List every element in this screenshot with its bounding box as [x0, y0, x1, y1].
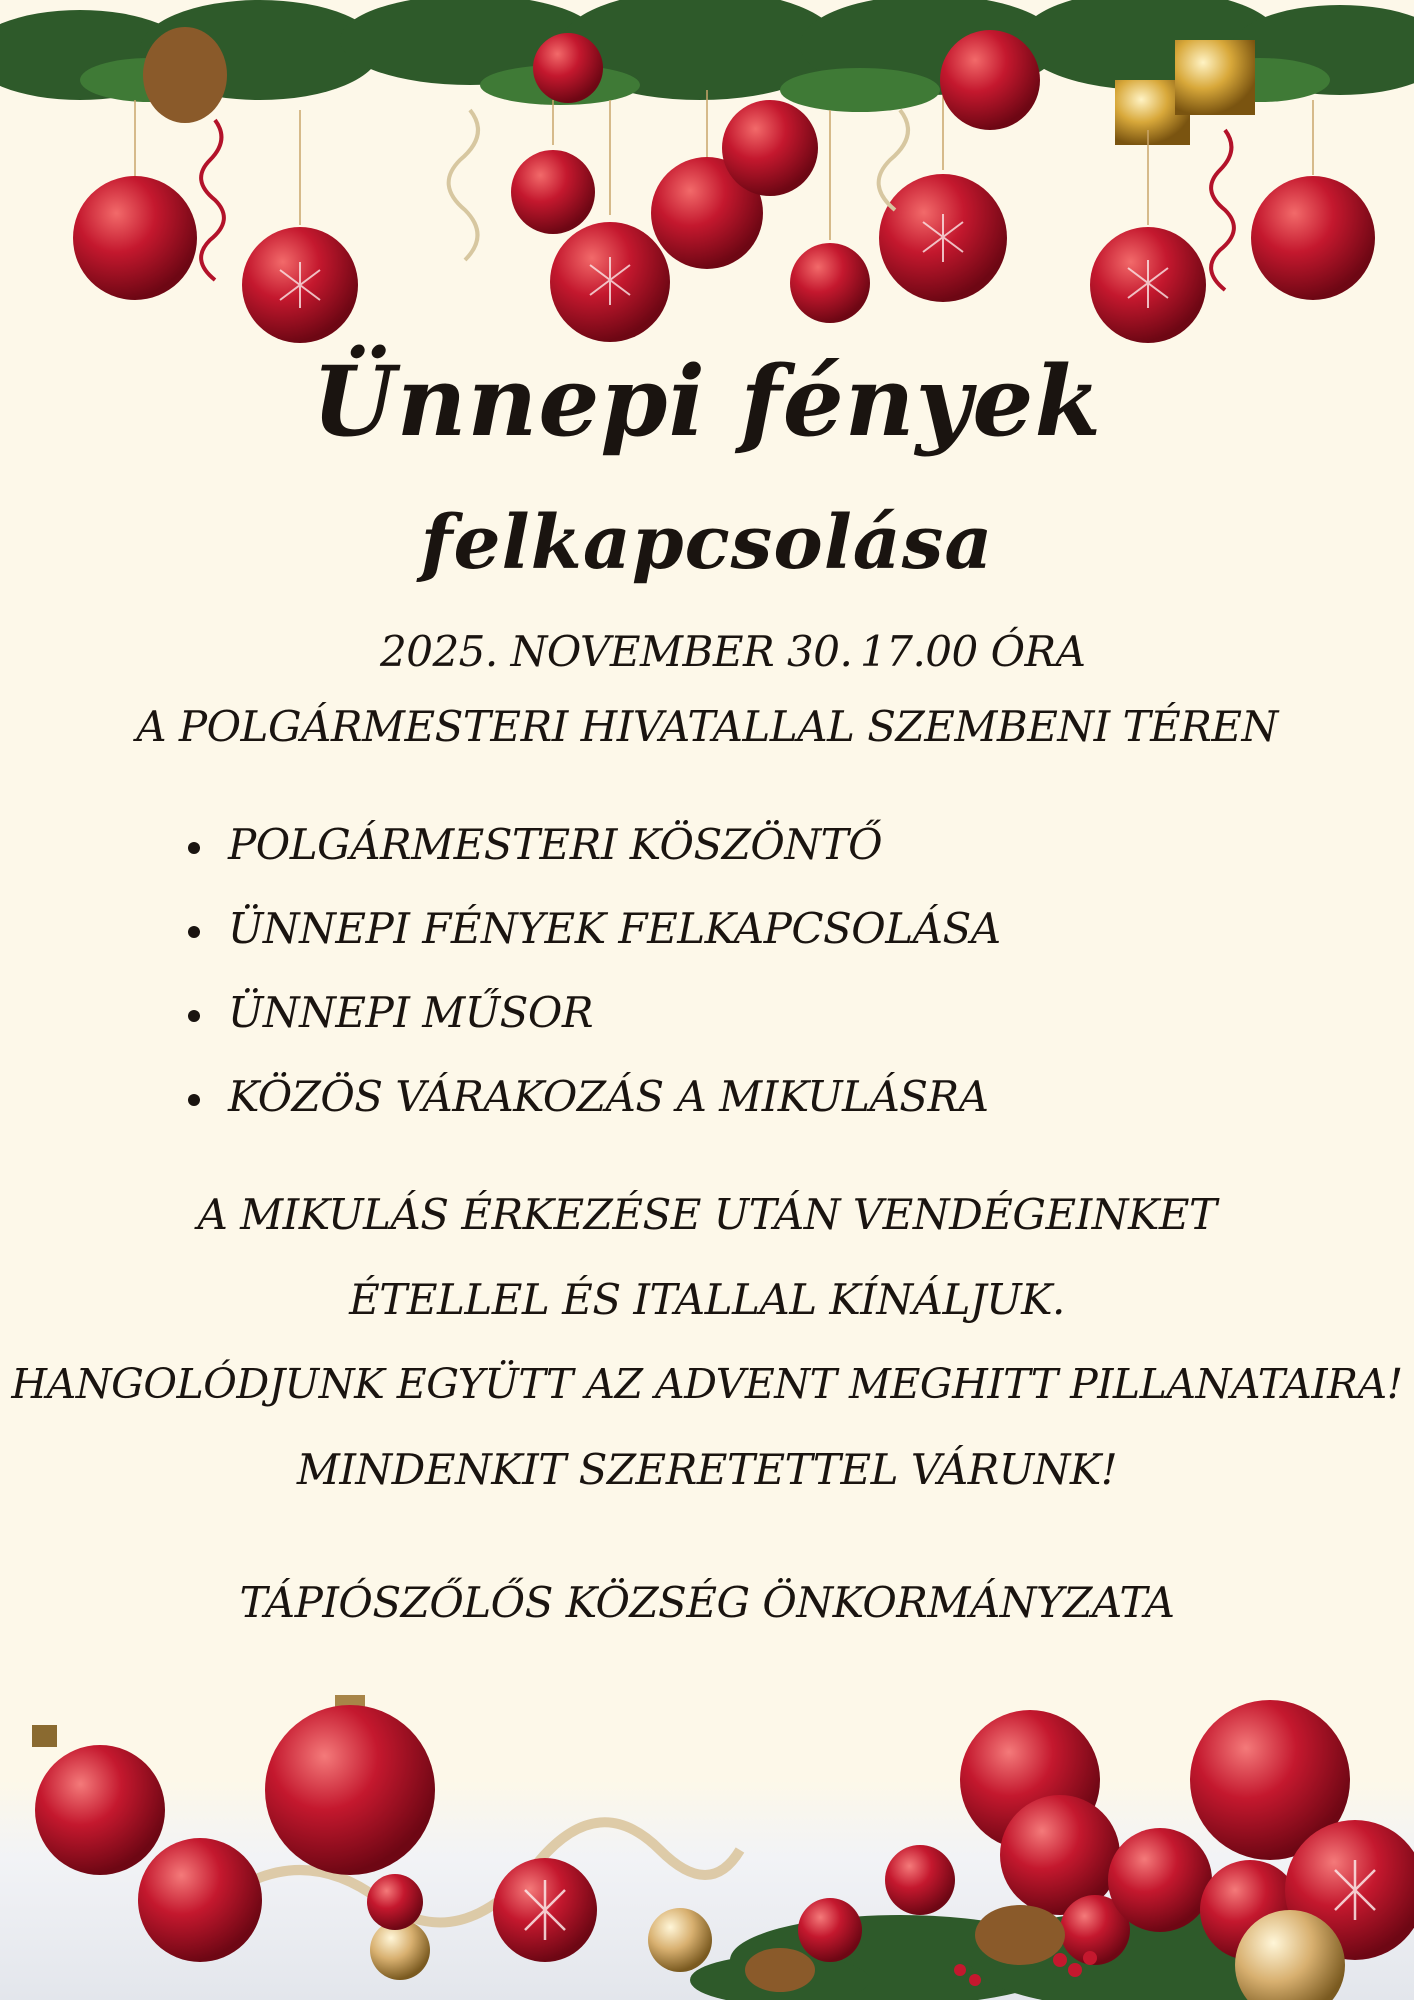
poster-title: Ünnepi fények	[312, 345, 1102, 458]
bullet-icon	[188, 842, 200, 854]
closing-line: MINDENKIT SZERETETTEL VÁRUNK!	[296, 1445, 1118, 1494]
program-item-text: ÜNNEPI FÉNYEK FELKAPCSOLÁSA	[228, 904, 1001, 953]
event-datetime	[0, 627, 1414, 677]
event-date: 2025. NOVEMBER 30.	[380, 627, 853, 676]
bullet-icon	[188, 1010, 200, 1022]
program-item	[180, 820, 1001, 904]
closing-line: ÉTELLEL ÉS ITALLAL KÍNÁLJUK.	[349, 1275, 1065, 1324]
program-item-text: POLGÁRMESTERI KÖSZÖNTŐ	[228, 820, 883, 869]
event-time: 17.00 ÓRA	[860, 627, 1086, 676]
poster-subtitle: felkapcsolása	[420, 500, 994, 586]
bullet-icon	[188, 1094, 200, 1106]
top-garland-decoration	[0, 0, 1414, 360]
bottom-ornaments-decoration	[0, 1640, 1414, 2000]
event-location: A POLGÁRMESTERI HIVATALLAL SZEMBENI TÉREN	[136, 702, 1278, 751]
program-item	[180, 988, 1001, 1072]
closing-line: A MIKULÁS ÉRKEZÉSE UTÁN VENDÉGEINKET	[197, 1190, 1217, 1239]
program-list	[180, 820, 1001, 1156]
bullet-icon	[188, 926, 200, 938]
program-item-text: ÜNNEPI MŰSOR	[228, 988, 593, 1037]
program-item-text: KÖZÖS VÁRAKOZÁS A MIKULÁSRA	[228, 1072, 989, 1121]
program-item	[180, 1072, 1001, 1156]
program-item	[180, 904, 1001, 988]
closing-line: HANGOLÓDJUNK EGYÜTT AZ ADVENT MEGHITT PILLANATAIRA!	[11, 1360, 1403, 1408]
organizer: TÁPIÓSZŐLŐS KÖZSÉG ÖNKORMÁNYZATA	[239, 1578, 1175, 1627]
